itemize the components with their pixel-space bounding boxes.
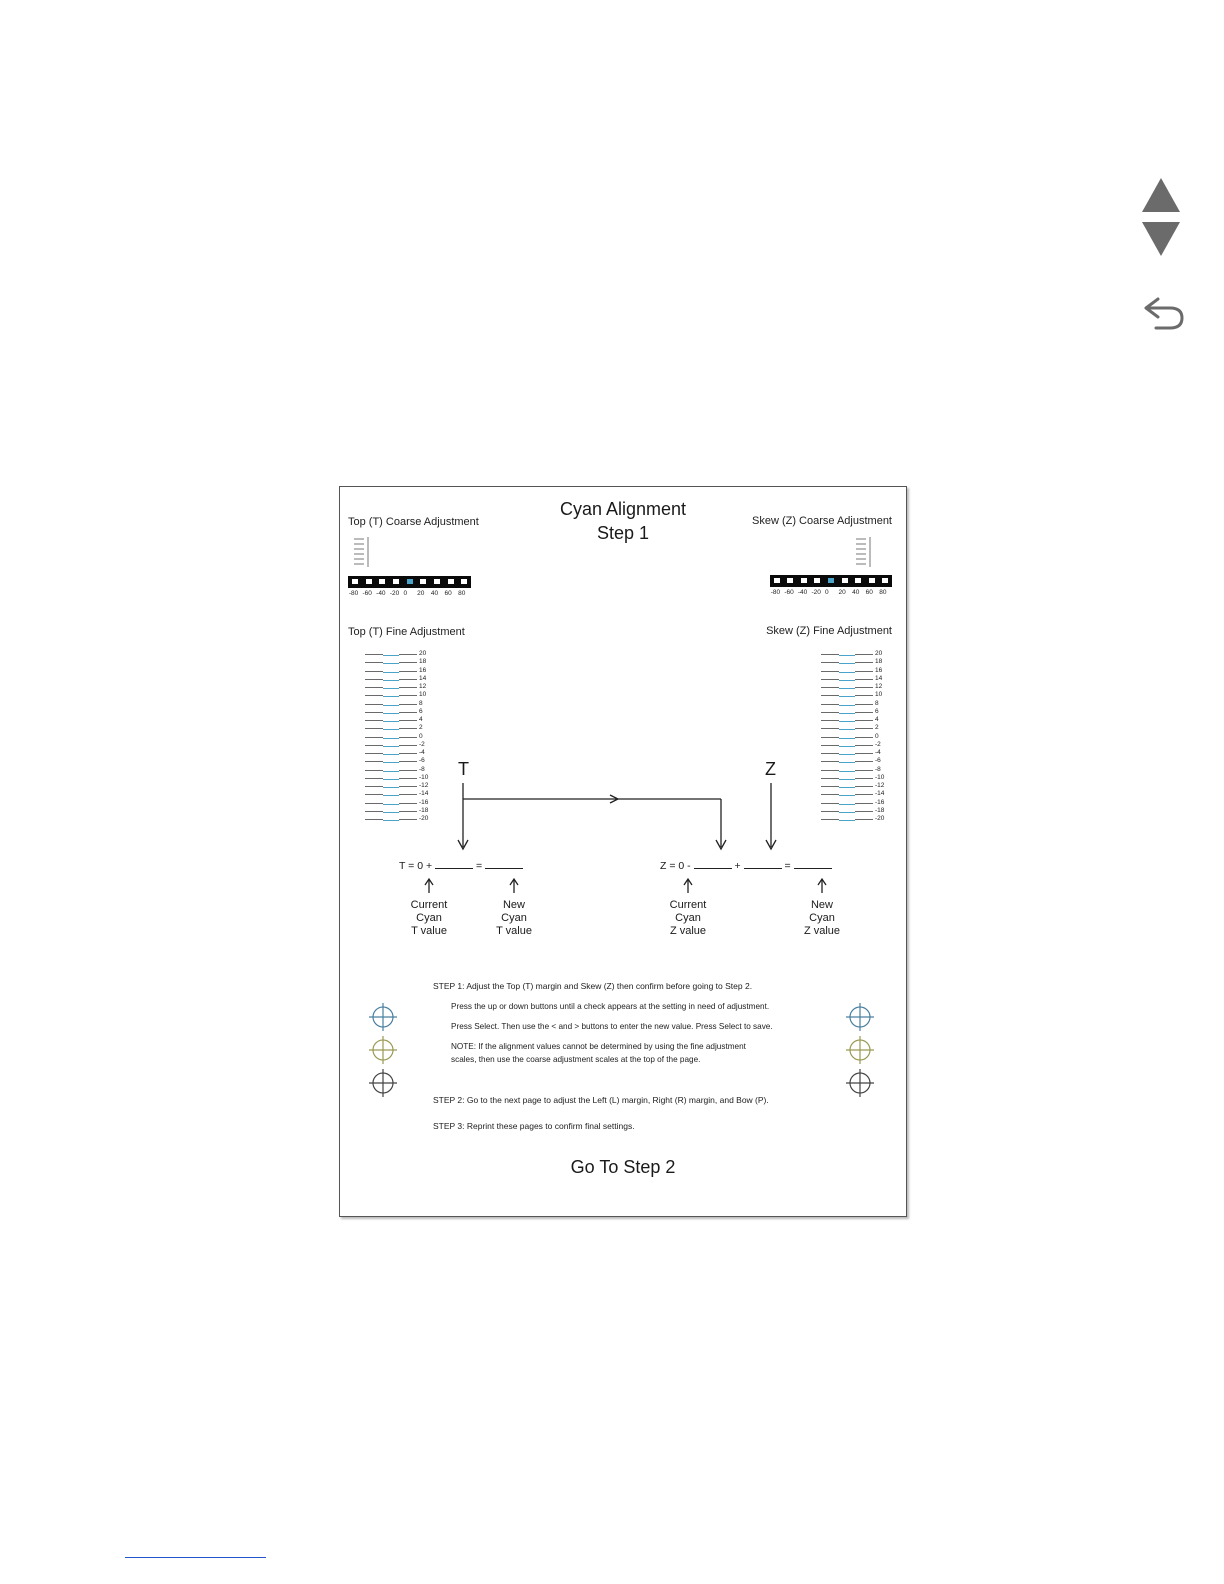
fine-scale-label: -12 xyxy=(419,782,429,789)
fine-scale-label: 2 xyxy=(419,724,423,732)
coarse-tick-label: -40 xyxy=(376,590,386,597)
fine-scale-label: -2 xyxy=(419,740,425,748)
footer-link-rule xyxy=(125,1557,266,1558)
step3-text: STEP 3: Reprint these pages to confirm final settings. xyxy=(433,1121,635,1131)
caption-line: Current xyxy=(669,899,707,911)
return-arrow-icon xyxy=(1140,296,1186,334)
fine-scale-label: -6 xyxy=(419,757,425,765)
fine-scale-label: 0 xyxy=(875,732,879,740)
t-current-caption xyxy=(394,899,464,938)
top-fine-label: Top (T) Fine Adjustment xyxy=(348,626,465,638)
sheet-title: Cyan Alignment xyxy=(559,499,687,519)
fine-scale-label: 4 xyxy=(875,716,879,723)
sheet-subtitle: Step 1 xyxy=(596,523,650,543)
coarse-tick-label: -60 xyxy=(362,590,372,597)
coarse-tick-label: 0 xyxy=(825,589,829,596)
arrow-diagram xyxy=(340,487,906,957)
fine-scale-label: -10 xyxy=(419,773,429,781)
alignment-sheet xyxy=(339,486,907,1217)
fine-scale-label: 4 xyxy=(419,716,423,723)
fine-scale-label: -8 xyxy=(875,765,881,773)
fine-scale-label: 10 xyxy=(419,691,427,699)
caption-line: Z value xyxy=(803,925,841,937)
fine-scale-label: -14 xyxy=(419,790,429,798)
caption-line: Z value xyxy=(669,925,707,937)
caption-line: Cyan xyxy=(416,912,442,924)
coarse-tick-label: 60 xyxy=(865,589,873,596)
z-new-blank xyxy=(794,859,832,869)
z-equation-prefix: Z = 0 - xyxy=(660,860,691,872)
fine-scale-label: 8 xyxy=(419,699,423,707)
t-new-blank xyxy=(485,859,523,869)
caption-line: New xyxy=(810,899,833,911)
fine-scale-label: -18 xyxy=(419,806,429,814)
step1-instruction-b: Press Select. Then use the < and > buttons to enter the new value. Press Select to save. xyxy=(451,1022,773,1031)
fine-scale-label: -16 xyxy=(875,798,885,806)
page-up-button[interactable] xyxy=(1140,176,1182,214)
step1-instruction-a: Press the up or down buttons until a check appears at the setting in need of adjustment. xyxy=(451,1002,770,1011)
fine-scale-label: 18 xyxy=(875,658,883,666)
z-current-caption xyxy=(653,899,723,938)
fine-scale-label: -14 xyxy=(875,790,885,798)
t-new-caption xyxy=(479,899,549,938)
triangle-down-icon xyxy=(1140,220,1182,258)
fine-scale-label: -10 xyxy=(875,773,885,781)
t-equation-equals: = xyxy=(475,860,483,872)
coarse-tick-label: -80 xyxy=(770,589,781,596)
crosshair-target-icon xyxy=(845,1068,875,1098)
z-offset-blank xyxy=(694,859,732,869)
fine-scale-label: -8 xyxy=(419,765,425,773)
coarse-tick-label: 40 xyxy=(430,590,439,597)
z-equation-equals: = xyxy=(784,860,791,872)
crosshair-target-icon xyxy=(368,1035,398,1065)
fine-scale-label: 20 xyxy=(419,650,427,657)
coarse-tick-label: -40 xyxy=(797,589,808,596)
t-offset-blank xyxy=(435,859,473,869)
crosshair-target-icon xyxy=(368,1068,398,1098)
caption-line: T value xyxy=(496,925,532,937)
fine-scale-label: 6 xyxy=(419,707,423,715)
step1-text: STEP 1: Adjust the Top (T) margin and Skew (Z) then confirm before going to Step 2. xyxy=(433,981,753,991)
fine-scale-label: 16 xyxy=(875,666,883,674)
fine-scale-label: 6 xyxy=(875,707,879,715)
back-button[interactable] xyxy=(1140,296,1186,334)
fine-scale-label: 12 xyxy=(875,683,883,690)
fine-scale-label: 16 xyxy=(419,666,427,674)
fine-scale-label: -2 xyxy=(875,740,881,748)
coarse-tick-label: -20 xyxy=(811,589,821,596)
fine-scale-label: -18 xyxy=(875,806,885,814)
crosshair-target-icon xyxy=(845,1035,875,1065)
coarse-tick-label: -60 xyxy=(784,589,794,596)
go-to-step2: Go To Step 2 xyxy=(570,1157,676,1177)
fine-scale-label: -4 xyxy=(419,749,425,756)
caption-line: Cyan xyxy=(675,912,701,924)
crosshair-target-icon xyxy=(845,1002,875,1032)
fine-scale-label: -20 xyxy=(875,815,885,822)
skew-fine-label: Skew (Z) Fine Adjustment xyxy=(766,625,892,637)
coarse-tick-label: 40 xyxy=(852,589,860,596)
z-new-caption xyxy=(787,899,857,938)
fine-scale-label: 18 xyxy=(419,658,427,666)
caption-line: Cyan xyxy=(501,912,527,924)
caption-line: Current xyxy=(410,899,448,911)
fine-scale-label: 2 xyxy=(875,724,879,732)
coarse-tick-label: 80 xyxy=(879,589,887,596)
fine-scale-label: -20 xyxy=(419,815,429,822)
caption-line: Cyan xyxy=(809,912,835,924)
fine-scale-label: 12 xyxy=(419,683,427,690)
t-letter: T xyxy=(458,759,469,779)
fine-scale-label: -6 xyxy=(875,757,881,765)
t-equation-prefix: T = 0 + xyxy=(399,860,433,872)
z-equation-plus: + xyxy=(734,860,741,872)
fine-scale-label: 0 xyxy=(419,732,423,740)
coarse-tick-label: 80 xyxy=(458,590,466,597)
z-letter: Z xyxy=(765,759,776,779)
crosshair-target-icon xyxy=(368,1002,398,1032)
t-equation xyxy=(399,859,523,872)
fine-scale-label: 14 xyxy=(419,674,427,682)
z-adjust-blank xyxy=(744,859,782,869)
coarse-tick-label: -80 xyxy=(348,590,359,597)
coarse-tick-label: 0 xyxy=(403,590,408,597)
step1-note-line1: NOTE: If the alignment values cannot be determined by using the fine adjustment xyxy=(451,1042,746,1051)
coarse-tick-label: 20 xyxy=(838,589,846,596)
caption-line: T value xyxy=(411,925,447,937)
fine-scale-label: 20 xyxy=(875,650,883,657)
fine-scale-label: 8 xyxy=(875,699,879,707)
skew-coarse-label: Skew (Z) Coarse Adjustment xyxy=(752,515,892,527)
z-equation xyxy=(660,859,832,872)
top-coarse-label: Top (T) Coarse Adjustment xyxy=(348,516,479,528)
step2-text: STEP 2: Go to the next page to adjust the Left (L) margin, Right (R) margin, and Bow (P). xyxy=(433,1095,769,1105)
triangle-up-icon xyxy=(1140,176,1182,214)
fine-scale-label: -4 xyxy=(875,749,881,756)
caption-line: New xyxy=(502,899,525,911)
fine-scale-label: 10 xyxy=(875,691,883,699)
coarse-tick-label: 60 xyxy=(444,590,452,597)
coarse-tick-label: 20 xyxy=(417,590,425,597)
fine-scale-label: -16 xyxy=(419,798,429,806)
page-down-button[interactable] xyxy=(1140,220,1182,258)
fine-scale-label: -12 xyxy=(875,782,885,789)
coarse-tick-label: -20 xyxy=(389,590,400,597)
step1-note-line2: scales, then use the coarse adjustment scales at the top of the page. xyxy=(451,1055,701,1064)
fine-scale-label: 14 xyxy=(875,674,883,682)
